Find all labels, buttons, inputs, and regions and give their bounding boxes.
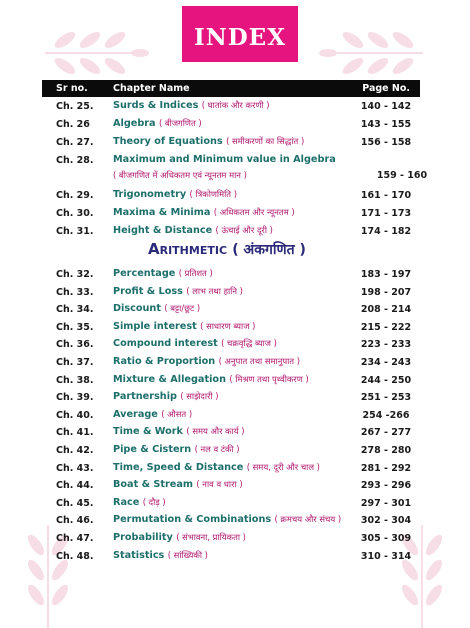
chapter-number: Ch. 33.: [56, 286, 94, 298]
page-range: 310 - 314: [360, 550, 412, 562]
chapter-hindi: ( घातांक और करणी ): [201, 100, 270, 110]
table-row: [42, 267, 420, 283]
table-row: [42, 337, 420, 353]
table-row: [42, 153, 420, 169]
table-row: [42, 408, 420, 424]
chapter-number: Ch. 46.: [56, 515, 94, 527]
table-header: [42, 80, 420, 97]
chapter-number: Ch. 30.: [56, 208, 94, 219]
chapter-title: Compound interest: [113, 338, 218, 350]
chapter-number: Ch. 34.: [56, 304, 94, 316]
chapter-hindi: ( संभावना, प्रायिकता ): [176, 532, 246, 542]
chapter-hindi: ( समय, दूरी और चाल ): [246, 461, 320, 472]
table-row: [42, 425, 420, 441]
section-heading: [148, 240, 306, 259]
chapter-title: Race: [113, 496, 140, 508]
chapter-hindi: ( बट्टा/छूट ): [164, 303, 201, 314]
table-row: [42, 117, 420, 133]
page-range: 174 - 182: [360, 226, 412, 237]
chapter-number: Ch. 37.: [56, 357, 94, 368]
chapter-number: Ch. 42.: [56, 445, 94, 456]
chapter-hindi: ( औसत ): [161, 408, 193, 419]
page-range: 278 - 280: [360, 445, 412, 456]
chapter-hindi: ( क्रमचय और संचय ): [274, 514, 342, 525]
chapter-title: Algebra: [113, 118, 156, 129]
table-row: [42, 461, 420, 477]
chapter-number: Ch. 44.: [56, 480, 94, 492]
page-range: 156 - 158: [360, 137, 412, 148]
chapter-hindi: ( सांख्यिकी ): [167, 549, 208, 560]
chapter-hindi: ( लाभ तथा हानि ): [186, 285, 243, 296]
page-range: 161 - 170: [360, 190, 412, 201]
page-range: 223 - 233: [360, 339, 412, 351]
page-range: 281 - 292: [360, 462, 412, 474]
table-row: [42, 302, 420, 318]
chapter-title: Statistics: [113, 549, 165, 561]
chapter-hindi: ( अनुपात तथा समानुपात ): [218, 356, 300, 366]
chapter-title: Percentage: [113, 268, 176, 279]
section-title: Arithmetic: [148, 240, 228, 258]
table-row: [42, 99, 420, 115]
chapter-hindi: ( साधारण ब्याज ): [200, 320, 256, 331]
chapter-number: Ch. 43.: [56, 462, 94, 474]
chapter-title: Theory of Equations: [113, 136, 223, 147]
chapter-title: Permutation & Combinations: [113, 514, 272, 526]
chapter-title: Average: [113, 408, 158, 420]
chapter-number: Ch. 27.: [56, 137, 94, 148]
page-range: 198 - 207: [360, 286, 412, 298]
chapter-number: Ch. 36.: [56, 339, 94, 351]
chapter-hindi: ( ऊंचाई और दूरी ): [215, 225, 273, 235]
chapter-number: Ch. 48.: [56, 550, 94, 562]
index-heading: INDEX: [182, 6, 298, 62]
chapter-number: Ch. 39.: [56, 392, 94, 404]
header-sr-no: Sr no.: [56, 83, 88, 94]
chapter-hindi: ( समय और कार्य ): [186, 426, 245, 437]
chapter-title: Maxima & Minima: [113, 207, 211, 218]
page-range: 254 -266: [362, 409, 410, 421]
chapter-number: Ch. 31.: [56, 226, 94, 237]
chapter-title: Trigonometry: [113, 189, 187, 200]
section-hindi: ( अंकगणित ): [232, 242, 306, 258]
chapter-number: Ch. 32.: [56, 269, 94, 280]
page-range: 234 - 243: [360, 357, 412, 368]
table-row: [42, 549, 420, 565]
header-page-no: Page No.: [362, 83, 410, 94]
page-range: 244 - 250: [360, 374, 412, 386]
chapter-title: Time, Speed & Distance: [113, 461, 244, 473]
chapter-title: Boat & Stream: [113, 479, 193, 491]
page-range: 297 - 301: [360, 497, 412, 509]
page-range: 183 - 197: [360, 269, 412, 280]
chapter-title: Time & Work: [113, 426, 184, 438]
chapter-number: Ch. 41.: [56, 427, 94, 439]
page-range: 171 - 173: [360, 208, 412, 219]
chapter-hindi: ( अधिकतम और न्यूनतम ): [213, 207, 295, 217]
table-row: [42, 478, 420, 494]
chapter-hindi: ( नाव व धारा ): [196, 479, 243, 490]
chapter-hindi: ( बीजगणित ): [158, 118, 202, 128]
chapter-number: Ch. 28.: [56, 155, 94, 166]
table-row: [42, 531, 420, 547]
table-row: [42, 373, 420, 389]
chapter-hindi: ( बीजगणित में अधिकतम एवं न्यूनतम मान ): [113, 170, 247, 180]
table-row: [42, 355, 420, 371]
table-row: [42, 513, 420, 529]
page-range: 302 - 304: [360, 515, 412, 527]
table-row: [42, 496, 420, 512]
chapter-hindi: ( साझेदारी ): [180, 391, 219, 402]
page-range: 215 - 222: [360, 321, 412, 333]
page-range: 251 - 253: [360, 392, 412, 404]
page-range: 159 - 160: [376, 170, 428, 181]
chapter-hindi: ( चक्रवृद्धि ब्याज ): [221, 338, 277, 349]
chapter-title: Partnership: [113, 391, 177, 403]
page-range: 208 - 214: [360, 304, 412, 316]
header-chapter-name: Chapter Name: [113, 83, 190, 94]
chapter-hindi: ( त्रिकोणमिति ): [189, 189, 237, 199]
chapter-title: Simple interest: [113, 320, 197, 332]
chapter-title: Discount: [113, 303, 161, 315]
chapter-title: Probability: [113, 532, 173, 543]
page-range: 140 - 142: [360, 101, 412, 112]
chapter-number: Ch. 35.: [56, 321, 94, 333]
chapter-number: Ch. 38.: [56, 374, 94, 386]
chapter-title: Ratio & Proportion: [113, 356, 216, 367]
page-range: 143 - 155: [360, 119, 412, 130]
chapter-hindi: ( समीकरणों का सिद्धांत ): [226, 136, 305, 146]
table-row: [42, 443, 420, 459]
chapter-hindi: ( नल व टंकी ): [194, 444, 240, 454]
chapter-title: Surds & Indices: [113, 100, 199, 111]
table-row: [42, 390, 420, 406]
chapter-title: Pipe & Cistern: [113, 444, 192, 455]
page-range: 293 - 296: [360, 480, 412, 492]
chapter-number: Ch. 40.: [56, 409, 94, 421]
chapter-number: Ch. 47.: [56, 533, 94, 544]
chapter-number: Ch. 29.: [56, 190, 94, 201]
chapter-title: Height & Distance: [113, 225, 213, 236]
page-range: 267 - 277: [360, 427, 412, 439]
chapter-hindi: ( प्रतिशत ): [178, 268, 213, 278]
table-row: [42, 285, 420, 301]
leaf-ornament-icon: [318, 22, 428, 82]
chapter-hindi: ( मिश्रण तथा पृथ्वीकरण ): [229, 373, 309, 384]
chapter-number: Ch. 25.: [56, 101, 94, 112]
page-range: 305 - 309: [360, 533, 412, 544]
chapter-title: Mixture & Allegation: [113, 373, 226, 385]
table-row: [42, 320, 420, 336]
table-row: [42, 224, 420, 240]
chapter-hindi: ( दौड़ ): [142, 496, 166, 507]
chapter-number: Ch. 26: [56, 119, 90, 130]
chapter-title: Profit & Loss: [113, 285, 183, 297]
leaf-ornament-icon: [40, 22, 150, 82]
chapter-number: Ch. 45.: [56, 497, 94, 509]
table-row: [42, 135, 420, 151]
chapter-title: Maximum and Minimum value in Algebra: [113, 154, 336, 165]
table-row: [42, 206, 420, 222]
table-row: [42, 188, 420, 204]
